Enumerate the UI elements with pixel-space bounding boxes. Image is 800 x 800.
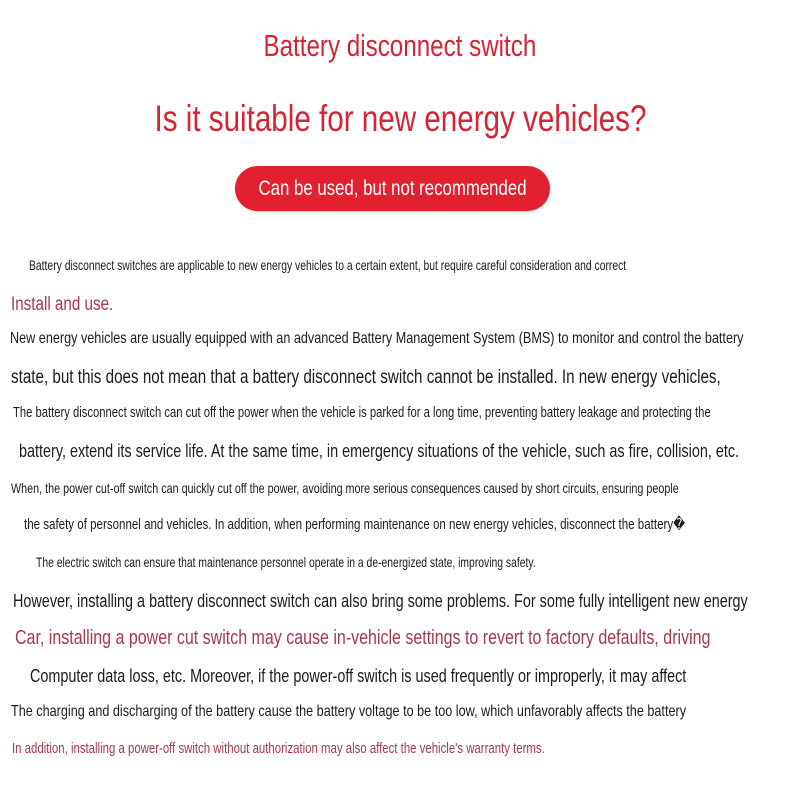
body-line-9: The electric switch can ensure that maintenance personnel operate in a de-energized state, improving safety. xyxy=(36,554,536,570)
body-line-11-highlight: Car, installing a power cut switch may cause in-vehicle settings to revert to factory defaults, driving xyxy=(15,627,711,649)
body-line-12: Computer data loss, etc. Moreover, if the power-off switch is used frequently or improperly, it may affect xyxy=(30,666,687,686)
body-line-3: New energy vehicles are usually equipped with an advanced Battery Management System (BMS) to monitor and control the battery xyxy=(10,330,744,347)
body-line-14-highlight: In addition, installing a power-off switch without authorization may also affect the vehicle's warranty terms. xyxy=(12,740,545,757)
subtitle-text: Is it suitable for new energy vehicles? xyxy=(154,98,646,139)
body-line-7: When, the power cut-off switch can quickly cut off the power, avoiding more serious consequences caused by short circuits, ensuring people xyxy=(11,480,679,496)
body-line-8: the safety of personnel and vehicles. In addition, when performing maintenance on new energy vehicles, disconnect the battery� xyxy=(24,516,685,533)
body-line-1: Battery disconnect switches are applicable to new energy vehicles to a certain extent, but require careful consideration and correct xyxy=(29,257,627,273)
body-line-5: The battery disconnect switch can cut off the power when the vehicle is parked for a long time, preventing battery leakage and protecting the xyxy=(13,404,711,421)
page-title xyxy=(0,30,800,61)
body-line-10: However, installing a battery disconnect switch can also bring some problems. For some fully intelligent new energy xyxy=(13,591,748,611)
title-text: Battery disconnect switch xyxy=(263,28,537,63)
body-line-4: state, but this does not mean that a battery disconnect switch cannot be installed. In new energy vehicles, xyxy=(11,367,721,388)
section-heading-install: Install and use. xyxy=(11,294,114,315)
body-line-6: battery, extend its service life. At the same time, in emergency situations of the vehicle, such as fire, collision, etc. xyxy=(19,441,740,461)
page-subtitle xyxy=(0,100,800,137)
verdict-badge-label: Can be used, but not recommended xyxy=(258,176,527,200)
verdict-badge xyxy=(235,166,550,211)
body-line-13: The charging and discharging of the battery cause the battery voltage to be too low, which unfavorably affects the battery xyxy=(11,703,687,720)
